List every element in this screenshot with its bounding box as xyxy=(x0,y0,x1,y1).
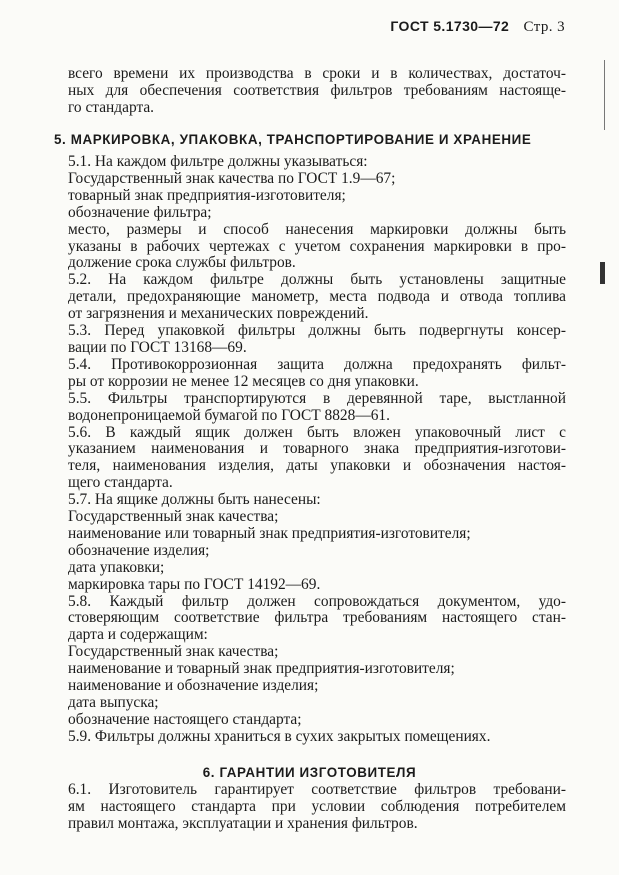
text-line: теля, наименования изделия, даты упаковки и обозначения настоя- xyxy=(68,457,566,475)
section-5-heading: 5. МАРКИРОВКА, УПАКОВКА, ТРАНСПОРТИРОВАНИЕ И ХРАНЕНИЕ xyxy=(54,132,532,147)
text-line: обозначение фильтра; xyxy=(68,203,212,221)
text-line: ных для обеспечения соответствия фильтров требованиям настояще- xyxy=(68,81,566,99)
text-line: 5.3. Перед упаковкой фильтры должны быть подвергнуты консер- xyxy=(68,322,566,340)
text-line: щего стандарта. xyxy=(68,474,173,492)
section-5-body xyxy=(68,154,566,746)
text-line: 5.9. Фильтры должны храниться в сухих закрытых помещениях. xyxy=(68,727,491,745)
section-6-heading: 6. ГАРАНТИИ ИЗГОТОВИТЕЛЯ xyxy=(202,765,417,780)
text-line: ям настоящего стандарта при условии соблюдения потребителем xyxy=(68,797,566,815)
text-line: место, размеры и способ нанесения маркировки должны быть xyxy=(68,220,566,238)
text-line: товарный знак предприятия-изготовителя; xyxy=(68,186,346,204)
scan-edge-mark xyxy=(604,60,605,130)
text-line: указанием наименования и товарного знака предприятия-изготови- xyxy=(68,440,566,458)
text-line: 5.6. В каждый ящик должен быть вложен упаковочный лист с xyxy=(68,423,566,441)
text-line: детали, предохраняющие манометр, места подвода и отвода топлива xyxy=(68,288,566,306)
intro-paragraph xyxy=(68,66,566,117)
text-line: ры от коррозии не менее 12 месяцев со дня упаковки. xyxy=(68,372,419,390)
text-line: дата упаковки; xyxy=(68,558,165,576)
text-line: наименование или товарный знак предприятия-изготовителя; xyxy=(68,524,471,542)
text-line: дата выпуска; xyxy=(68,694,159,711)
text-line: дарта и содержащим: xyxy=(68,626,208,644)
text-line: наименование и обозначение изделия; xyxy=(68,677,319,695)
text-line: 5.5. Фильтры транспортируются в деревянной таре, выстланной xyxy=(68,389,566,407)
text-line: наименование и товарный знак предприятия-изготовителя; xyxy=(68,660,455,678)
text-line: водонепроницаемой бумагой по ГОСТ 8828—61. xyxy=(68,406,390,424)
text-line: должение срока службы фильтров. xyxy=(68,254,296,272)
text-line: 5.2. На каждом фильтре должны быть установлены защитные xyxy=(68,271,566,289)
text-line: стоверяющим соответствие фильтра требованиям настоящего стан- xyxy=(68,609,566,627)
text-line: правил монтажа, эксплуатации и хранения фильтров. xyxy=(68,814,418,832)
text-line: Государственный знак качества; xyxy=(68,643,279,661)
text-line: 5.4. Противокоррозионная защита должна предохранять фильт- xyxy=(68,355,566,373)
text-line: указаны в рабочих чертежах с учетом сохранения маркировки в про- xyxy=(68,237,566,255)
text-line: обозначение изделия; xyxy=(68,541,210,559)
text-line: всего времени их производства в сроки и в количествах, достаточ- xyxy=(68,65,566,82)
standard-number: ГОСТ 5.1730—72 xyxy=(390,18,510,34)
text-line: 5.8. Каждый фильтр должен сопровождаться документом, удо- xyxy=(68,592,566,610)
text-line: Государственный знак качества по ГОСТ 1.9—67; xyxy=(68,169,396,187)
page-number: Стр. 3 xyxy=(523,19,565,35)
section-6-body xyxy=(68,782,566,833)
scan-edge-mark xyxy=(600,262,605,284)
text-line: го стандарта. xyxy=(68,98,155,116)
text-line: обозначение настоящего стандарта; xyxy=(68,710,302,728)
page-header xyxy=(390,18,565,36)
text-line: Государственный знак качества; xyxy=(68,508,279,526)
text-line: 6.1. Изготовитель гарантирует соответствие фильтров требовани- xyxy=(68,781,566,798)
text-line: 5.1. На каждом фильтре должны указываться: xyxy=(68,153,368,170)
text-line: вации по ГОСТ 13168—69. xyxy=(68,338,247,356)
text-line: от загрязнения и механических повреждений. xyxy=(68,305,369,323)
text-line: маркировка тары по ГОСТ 14192—69. xyxy=(68,575,321,593)
text-line: 5.7. На ящике должны быть нанесены: xyxy=(68,491,321,509)
